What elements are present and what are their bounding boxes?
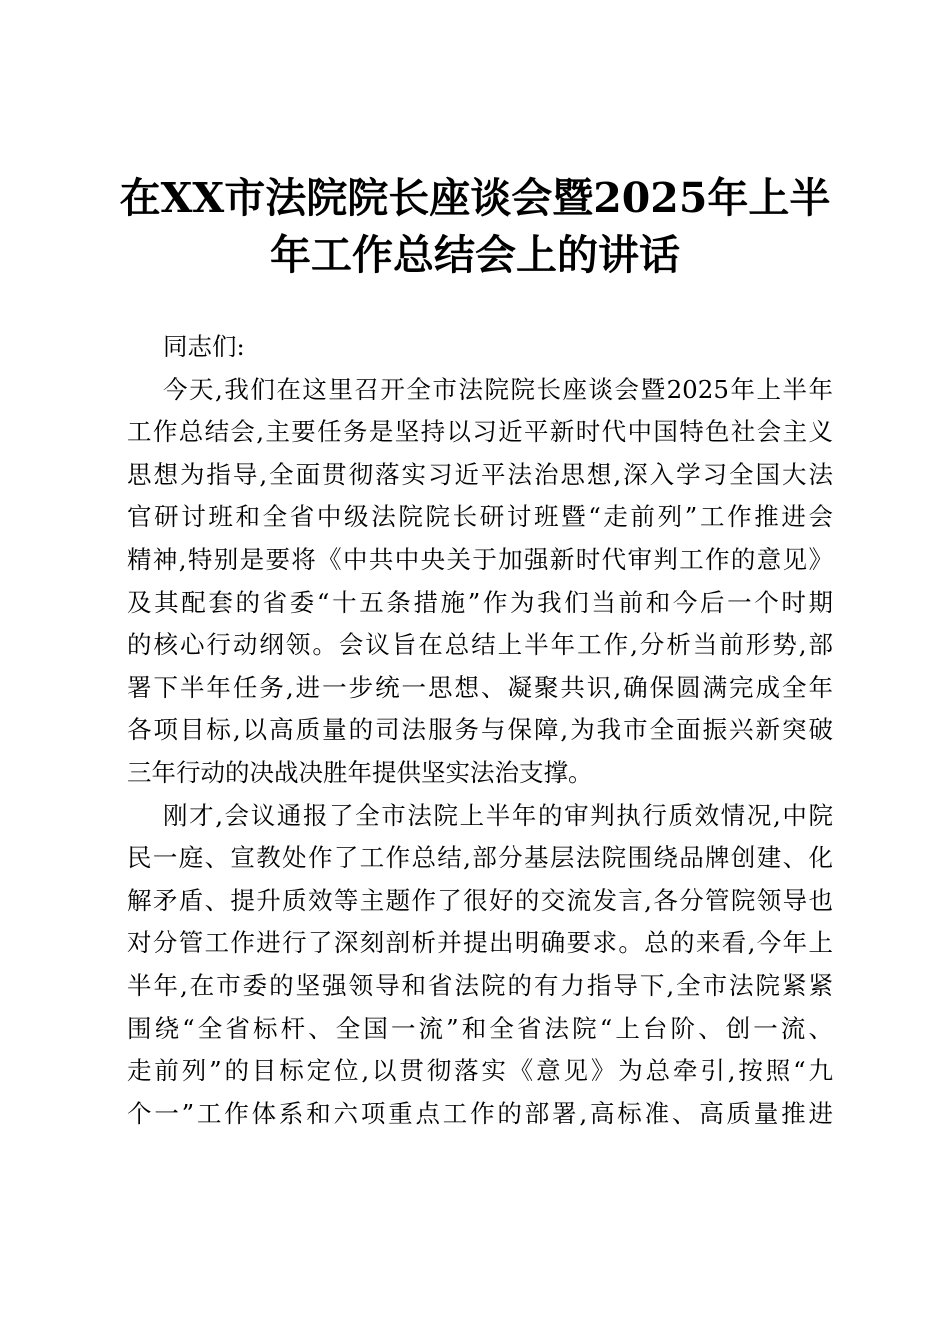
paragraph-line: 对分管工作进行了深刻剖析并提出明确要求。总的来看,今年上 bbox=[127, 928, 833, 958]
paragraph-line: 半年,在市委的坚强领导和省法院的有力指导下,全市法院紧紧 bbox=[127, 970, 833, 1000]
paragraph-line: 各项目标,以高质量的司法服务与保障,为我市全面振兴新突破 bbox=[127, 715, 833, 745]
title-line-1: 在XX市法院院长座谈会暨2025年上半 bbox=[119, 174, 831, 222]
paragraph-line: 三年行动的决战决胜年提供坚实法治支撑。 bbox=[127, 757, 593, 787]
paragraph-line: 官研讨班和全省中级法院院长研讨班暨“走前列”工作推进会 bbox=[127, 502, 833, 532]
paragraph-2 bbox=[127, 795, 833, 1136]
paragraph-line: 思想为指导,全面贯彻落实习近平法治思想,深入学习全国大法 bbox=[127, 459, 833, 489]
paragraph-line: 解矛盾、提升质效等主题作了很好的交流发言,各分管院领导也 bbox=[127, 885, 833, 915]
paragraph-line: 及其配套的省委“十五条措施”作为我们当前和今后一个时期 bbox=[127, 587, 833, 617]
paragraph-line: 个一”工作体系和六项重点工作的部署,高标准、高质量推进 bbox=[127, 1098, 833, 1128]
paragraph-line: 署下半年任务,进一步统一思想、凝聚共识,确保圆满完成全年 bbox=[127, 672, 833, 702]
paragraph-1 bbox=[127, 369, 833, 795]
paragraph-line: 工作总结会,主要任务是坚持以习近平新时代中国特色社会主义 bbox=[127, 417, 833, 447]
document-body bbox=[127, 326, 833, 1135]
paragraph-line: 走前列”的目标定位,以贯彻落实《意见》为总牵引,按照“九 bbox=[127, 1056, 833, 1086]
paragraph-line: 精神,特别是要将《中共中央关于加强新时代审判工作的意见》 bbox=[127, 544, 833, 574]
salutation: 同志们: bbox=[163, 332, 245, 361]
title-line-2: 年工作总结会上的讲话 bbox=[270, 231, 680, 279]
paragraph-line: 民一庭、宣教处作了工作总结,部分基层法院围绕品牌创建、化 bbox=[127, 843, 833, 873]
paragraph-line: 的核心行动纲领。会议旨在总结上半年工作,分析当前形势,部 bbox=[127, 630, 833, 660]
paragraph-line: 今天,我们在这里召开全市法院院长座谈会暨2025年上半年 bbox=[163, 374, 833, 404]
paragraph-line: 刚才,会议通报了全市法院上半年的审判执行质效情况,中院 bbox=[163, 800, 833, 830]
paragraph-line: 围绕“全省标杆、全国一流”和全省法院“上台阶、创一流、 bbox=[127, 1013, 833, 1043]
document-title bbox=[100, 170, 850, 284]
